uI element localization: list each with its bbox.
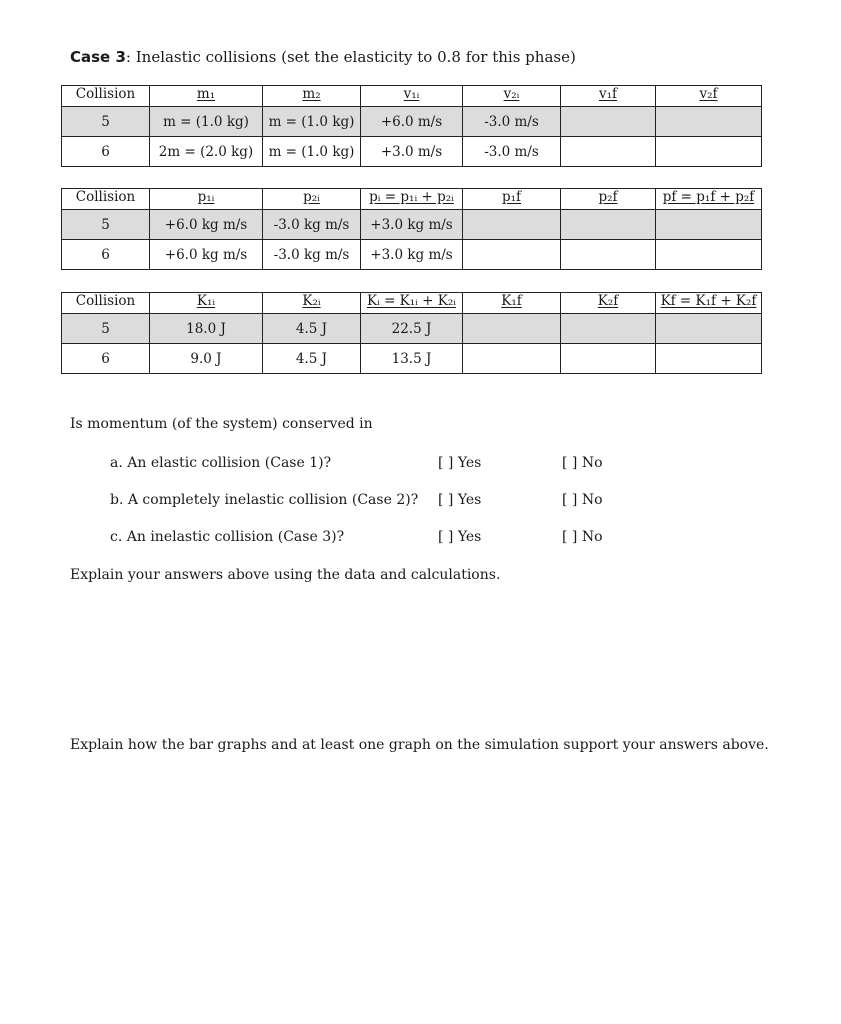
collision-number: 5 [62,107,150,137]
k1i-cell: 9.0 J [150,344,263,374]
p1i-cell: +6.0 kg m/s [150,240,263,270]
p2f-input-cell[interactable] [561,240,656,270]
question-a-text: a. An elastic collision (Case 1)? [110,455,332,471]
table-row [62,314,762,344]
collision-number: 5 [62,210,150,240]
ki-cell: 22.5 J [361,314,463,344]
p1f-input-cell[interactable] [463,210,561,240]
collision-number: 5 [62,314,150,344]
kinetic-energy-table [61,292,762,374]
p2i-cell: -3.0 kg m/s [263,240,361,270]
case-heading [70,48,576,66]
p1f-input-cell[interactable] [463,240,561,270]
pi-cell: +3.0 kg m/s [361,210,463,240]
mass2-cell: m = (1.0 kg) [263,107,361,137]
k2i-cell: 4.5 J [263,344,361,374]
mass1-cell: m = (1.0 kg) [150,107,263,137]
v1f-input-cell[interactable] [561,107,656,137]
header-cell: v₁f [561,86,656,107]
k2f-input-cell[interactable] [561,314,656,344]
header-cell: m₂ [263,86,361,107]
header-cell: pᵢ = p₁ᵢ + p₂ᵢ [361,189,463,210]
question-c-no-checkbox[interactable]: [ ] No [562,529,603,545]
header-cell: v₁ᵢ [361,86,463,107]
header-cell: Collision [62,86,150,107]
header-cell: Collision [62,293,150,314]
header-cell: Kᵢ = K₁ᵢ + K₂ᵢ [361,293,463,314]
header-cell: K₁ᵢ [150,293,263,314]
table-header-row [62,293,762,314]
v1i-cell: +3.0 m/s [361,137,463,167]
v2f-input-cell[interactable] [656,137,762,167]
question-a-no-checkbox[interactable]: [ ] No [562,455,603,471]
question-b-text: b. A completely inelastic collision (Case 2)? [110,492,419,508]
k2f-input-cell[interactable] [561,344,656,374]
header-cell: Kf = K₁f + K₂f [656,293,762,314]
header-cell: Collision [62,189,150,210]
explain-data-prompt: Explain your answers above using the data and calculations. [70,567,501,583]
table-header-row [62,189,762,210]
header-cell: v₂ᵢ [463,86,561,107]
question-c-yes-checkbox[interactable]: [ ] Yes [438,529,482,545]
header-cell: p₂ᵢ [263,189,361,210]
p2f-input-cell[interactable] [561,210,656,240]
question-a-yes-checkbox[interactable]: [ ] Yes [438,455,482,471]
ki-cell: 13.5 J [361,344,463,374]
case-label: Case 3 [70,48,126,66]
k1i-cell: 18.0 J [150,314,263,344]
pf-input-cell[interactable] [656,210,762,240]
table-row [62,137,762,167]
question-c-text: c. An inelastic collision (Case 3)? [110,529,345,545]
kf-input-cell[interactable] [656,344,762,374]
header-cell: K₂ᵢ [263,293,361,314]
collision-number: 6 [62,137,150,167]
header-cell: K₁f [463,293,561,314]
header-cell: m₁ [150,86,263,107]
v2i-cell: -3.0 m/s [463,107,561,137]
collision-number: 6 [62,344,150,374]
question-b-no-checkbox[interactable]: [ ] No [562,492,603,508]
mass2-cell: m = (1.0 kg) [263,137,361,167]
v2i-cell: -3.0 m/s [463,137,561,167]
kf-input-cell[interactable] [656,314,762,344]
table-header-row [62,86,762,107]
header-cell: K₂f [561,293,656,314]
header-cell: p₁ᵢ [150,189,263,210]
table-row [62,107,762,137]
header-cell: p₂f [561,189,656,210]
conservation-question-intro: Is momentum (of the system) conserved in [70,416,373,432]
header-cell: v₂f [656,86,762,107]
p2i-cell: -3.0 kg m/s [263,210,361,240]
v1f-input-cell[interactable] [561,137,656,167]
p1i-cell: +6.0 kg m/s [150,210,263,240]
k1f-input-cell[interactable] [463,344,561,374]
table-row [62,344,762,374]
k1f-input-cell[interactable] [463,314,561,344]
momentum-table [61,188,762,270]
v1i-cell: +6.0 m/s [361,107,463,137]
v2f-input-cell[interactable] [656,107,762,137]
header-cell: pf = p₁f + p₂f [656,189,762,210]
question-b-yes-checkbox[interactable]: [ ] Yes [438,492,482,508]
pi-cell: +3.0 kg m/s [361,240,463,270]
header-cell: p₁f [463,189,561,210]
explain-graphs-prompt: Explain how the bar graphs and at least one graph on the simulation support your answers above. [70,737,769,753]
mass1-cell: 2m = (2.0 kg) [150,137,263,167]
table-row [62,240,762,270]
velocity-table [61,85,762,167]
table-row [62,210,762,240]
k2i-cell: 4.5 J [263,314,361,344]
collision-number: 6 [62,240,150,270]
case-description: : Inelastic collisions (set the elasticity to 0.8 for this phase) [125,48,576,66]
pf-input-cell[interactable] [656,240,762,270]
